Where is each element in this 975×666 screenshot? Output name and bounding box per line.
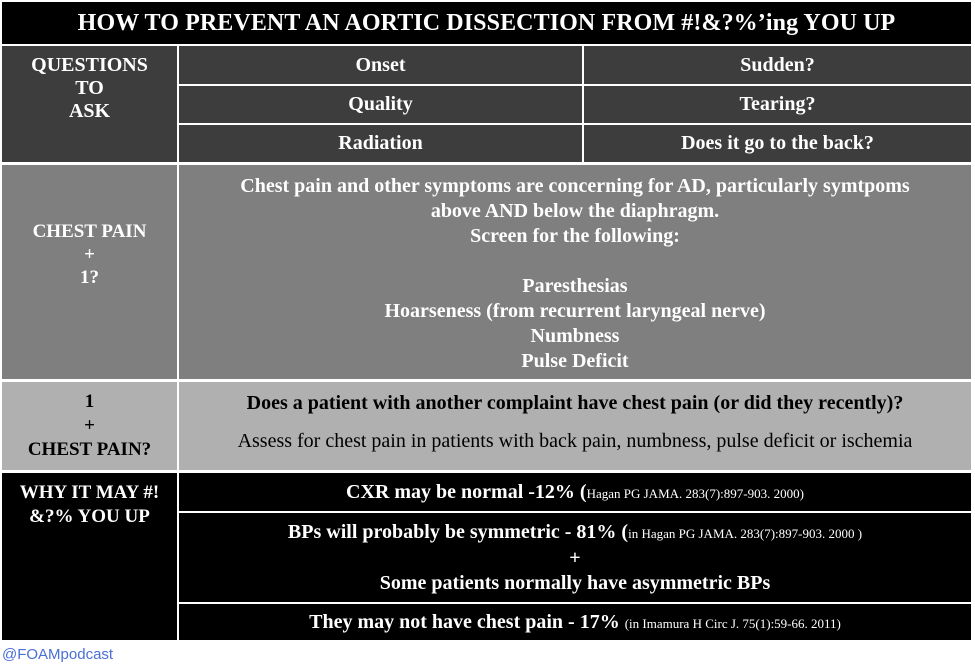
symptom-item: Hoarseness (from recurrent laryngeal nerve) [384, 300, 766, 322]
footer-handle[interactable]: @FOAMpodcast [2, 646, 114, 663]
bp-symmetric-row: BPs will probably be symmetric - 81% (in Hagan PG JAMA. 283(7):897-903. 2000 ) + Some patients normally have asymmetric BPs [179, 513, 971, 602]
why-label: WHY IT MAY #! &?% YOU UP [2, 473, 177, 640]
answer-onset: Sudden? [584, 46, 971, 84]
symptom-item: Paresthesias [522, 275, 628, 297]
one-plus-chest-pain-body: Does a patient with another complaint have chest pain (or did they recently)? Assess for chest pain in patients with back pain, numbness, pulse deficit or ischemia [179, 382, 971, 470]
cxr-normal-row: CXR may be normal -12% (Hagan PG JAMA. 283(7):897-903. 2000) [179, 473, 971, 511]
questions-label: QUESTIONS TO ASK [2, 46, 177, 162]
no-chest-pain-row: They may not have chest pain - 17% (in Imamura H Circ J. 75(1):59-66. 2011) [179, 604, 971, 640]
symptom-item: Numbness [530, 325, 620, 347]
chest-pain-plus-body: Chest pain and other symptoms are concerning for AD, particularly symtpoms above AND below the diaphragm. Screen for the following: Paresthesias Hoarseness (from recurrent laryngeal nerve) Numbness Pulse Deficit [179, 165, 971, 379]
question-radiation: Radiation [179, 125, 582, 162]
question-quality: Quality [179, 86, 582, 123]
page-title: HOW TO PREVENT AN AORTIC DISSECTION FROM #!&?%’ing YOU UP [2, 2, 971, 44]
answer-radiation: Does it go to the back? [584, 125, 971, 162]
one-plus-chest-pain-label: 1 + CHEST PAIN? [2, 382, 177, 470]
answer-quality: Tearing? [584, 86, 971, 123]
chest-pain-plus-label: CHEST PAIN + 1? [2, 165, 177, 379]
symptom-item: Pulse Deficit [521, 350, 629, 372]
question-onset: Onset [179, 46, 582, 84]
